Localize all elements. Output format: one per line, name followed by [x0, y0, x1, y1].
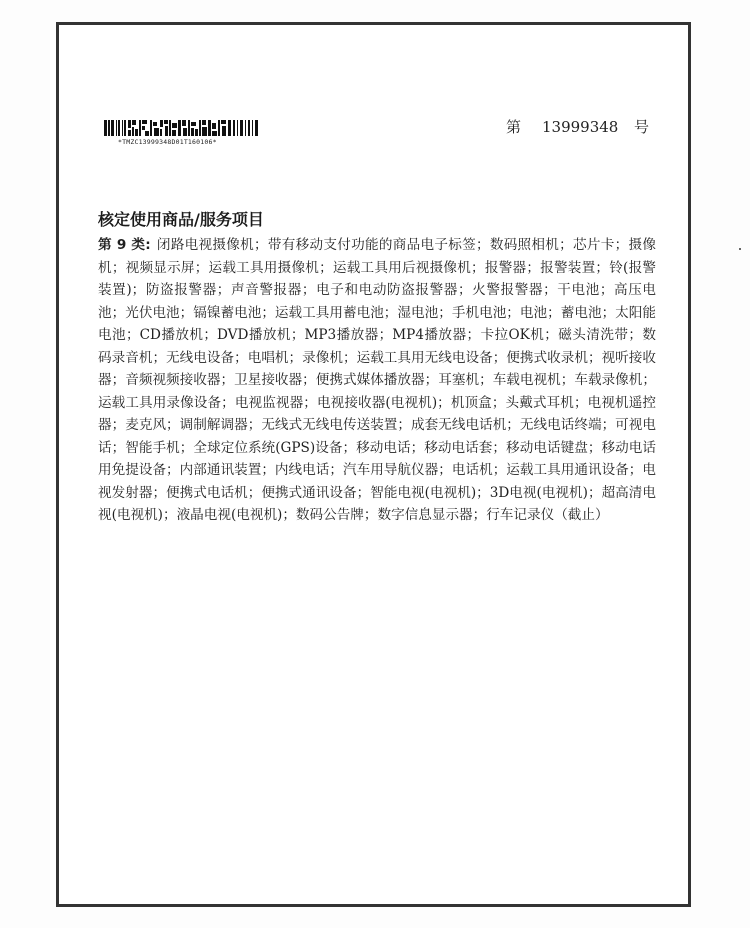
goods-list-paragraph	[98, 234, 656, 527]
section-heading: 核定使用商品/服务项目	[98, 210, 264, 229]
registration-number	[506, 116, 666, 137]
registration-number-value: 13999348	[542, 118, 619, 136]
scan-speck	[739, 248, 741, 250]
barcode-image	[104, 120, 264, 136]
barcode-block	[104, 120, 274, 146]
barcode-caption: *TMZC13999348D01T160106*	[118, 138, 217, 146]
registration-prefix: 第	[506, 118, 522, 136]
goods-list-text: 闭路电视摄像机；带有移动支付功能的商品电子标签；数码照相机；芯片卡；摄像机；视频显示屏；运载工具用摄像机；运载工具用后视摄像机；报警器；报警装置；铃(报警装置)；防盗报警器；声音警报器；电子和电动防盗报警器；火警报警器；干电池；高压电池；光伏电池；镉镍蓄电池；运载工具用蓄电池；湿电池；手机电池；电池；蓄电池；太阳能电池；CD播放机；DVD播放机；MP3播放器；MP4播放器；卡拉OK机；磁头清洗带；数码录音机；无线电设备；电唱机；录像机；运载工具用无线电设备；便携式收录机；视听接收器；音频视频接收器；卫星接收器；便携式媒体播放器；耳塞机；车载电视机；车载录像机；运载工具用录像设备；电视监视器；电视接收器(电视机)；机顶盒；头戴式耳机；电视机遥控器；麦克风；调制解调器；无线式无线电传送装置；成套无线电话机；无线电话终端；可视电话；智能手机；全球定位系统(GPS)设备；移动电话；移动电话套；移动电话键盘；移动电话用免提设备；内部通讯装置；内线电话；汽车用导航仪器；电话机；运载工具用通讯设备；电视发射器；便携式电话机；便携式通讯设备；智能电视(电视机)；3D电视(电视机)；超高清电视(电视机)；液晶电视(电视机)；数码公告牌；数字信息显示器；行车记录仪（截止）	[98, 237, 656, 523]
class-label: 第 9 类:	[98, 237, 151, 253]
registration-suffix: 号	[634, 118, 650, 136]
